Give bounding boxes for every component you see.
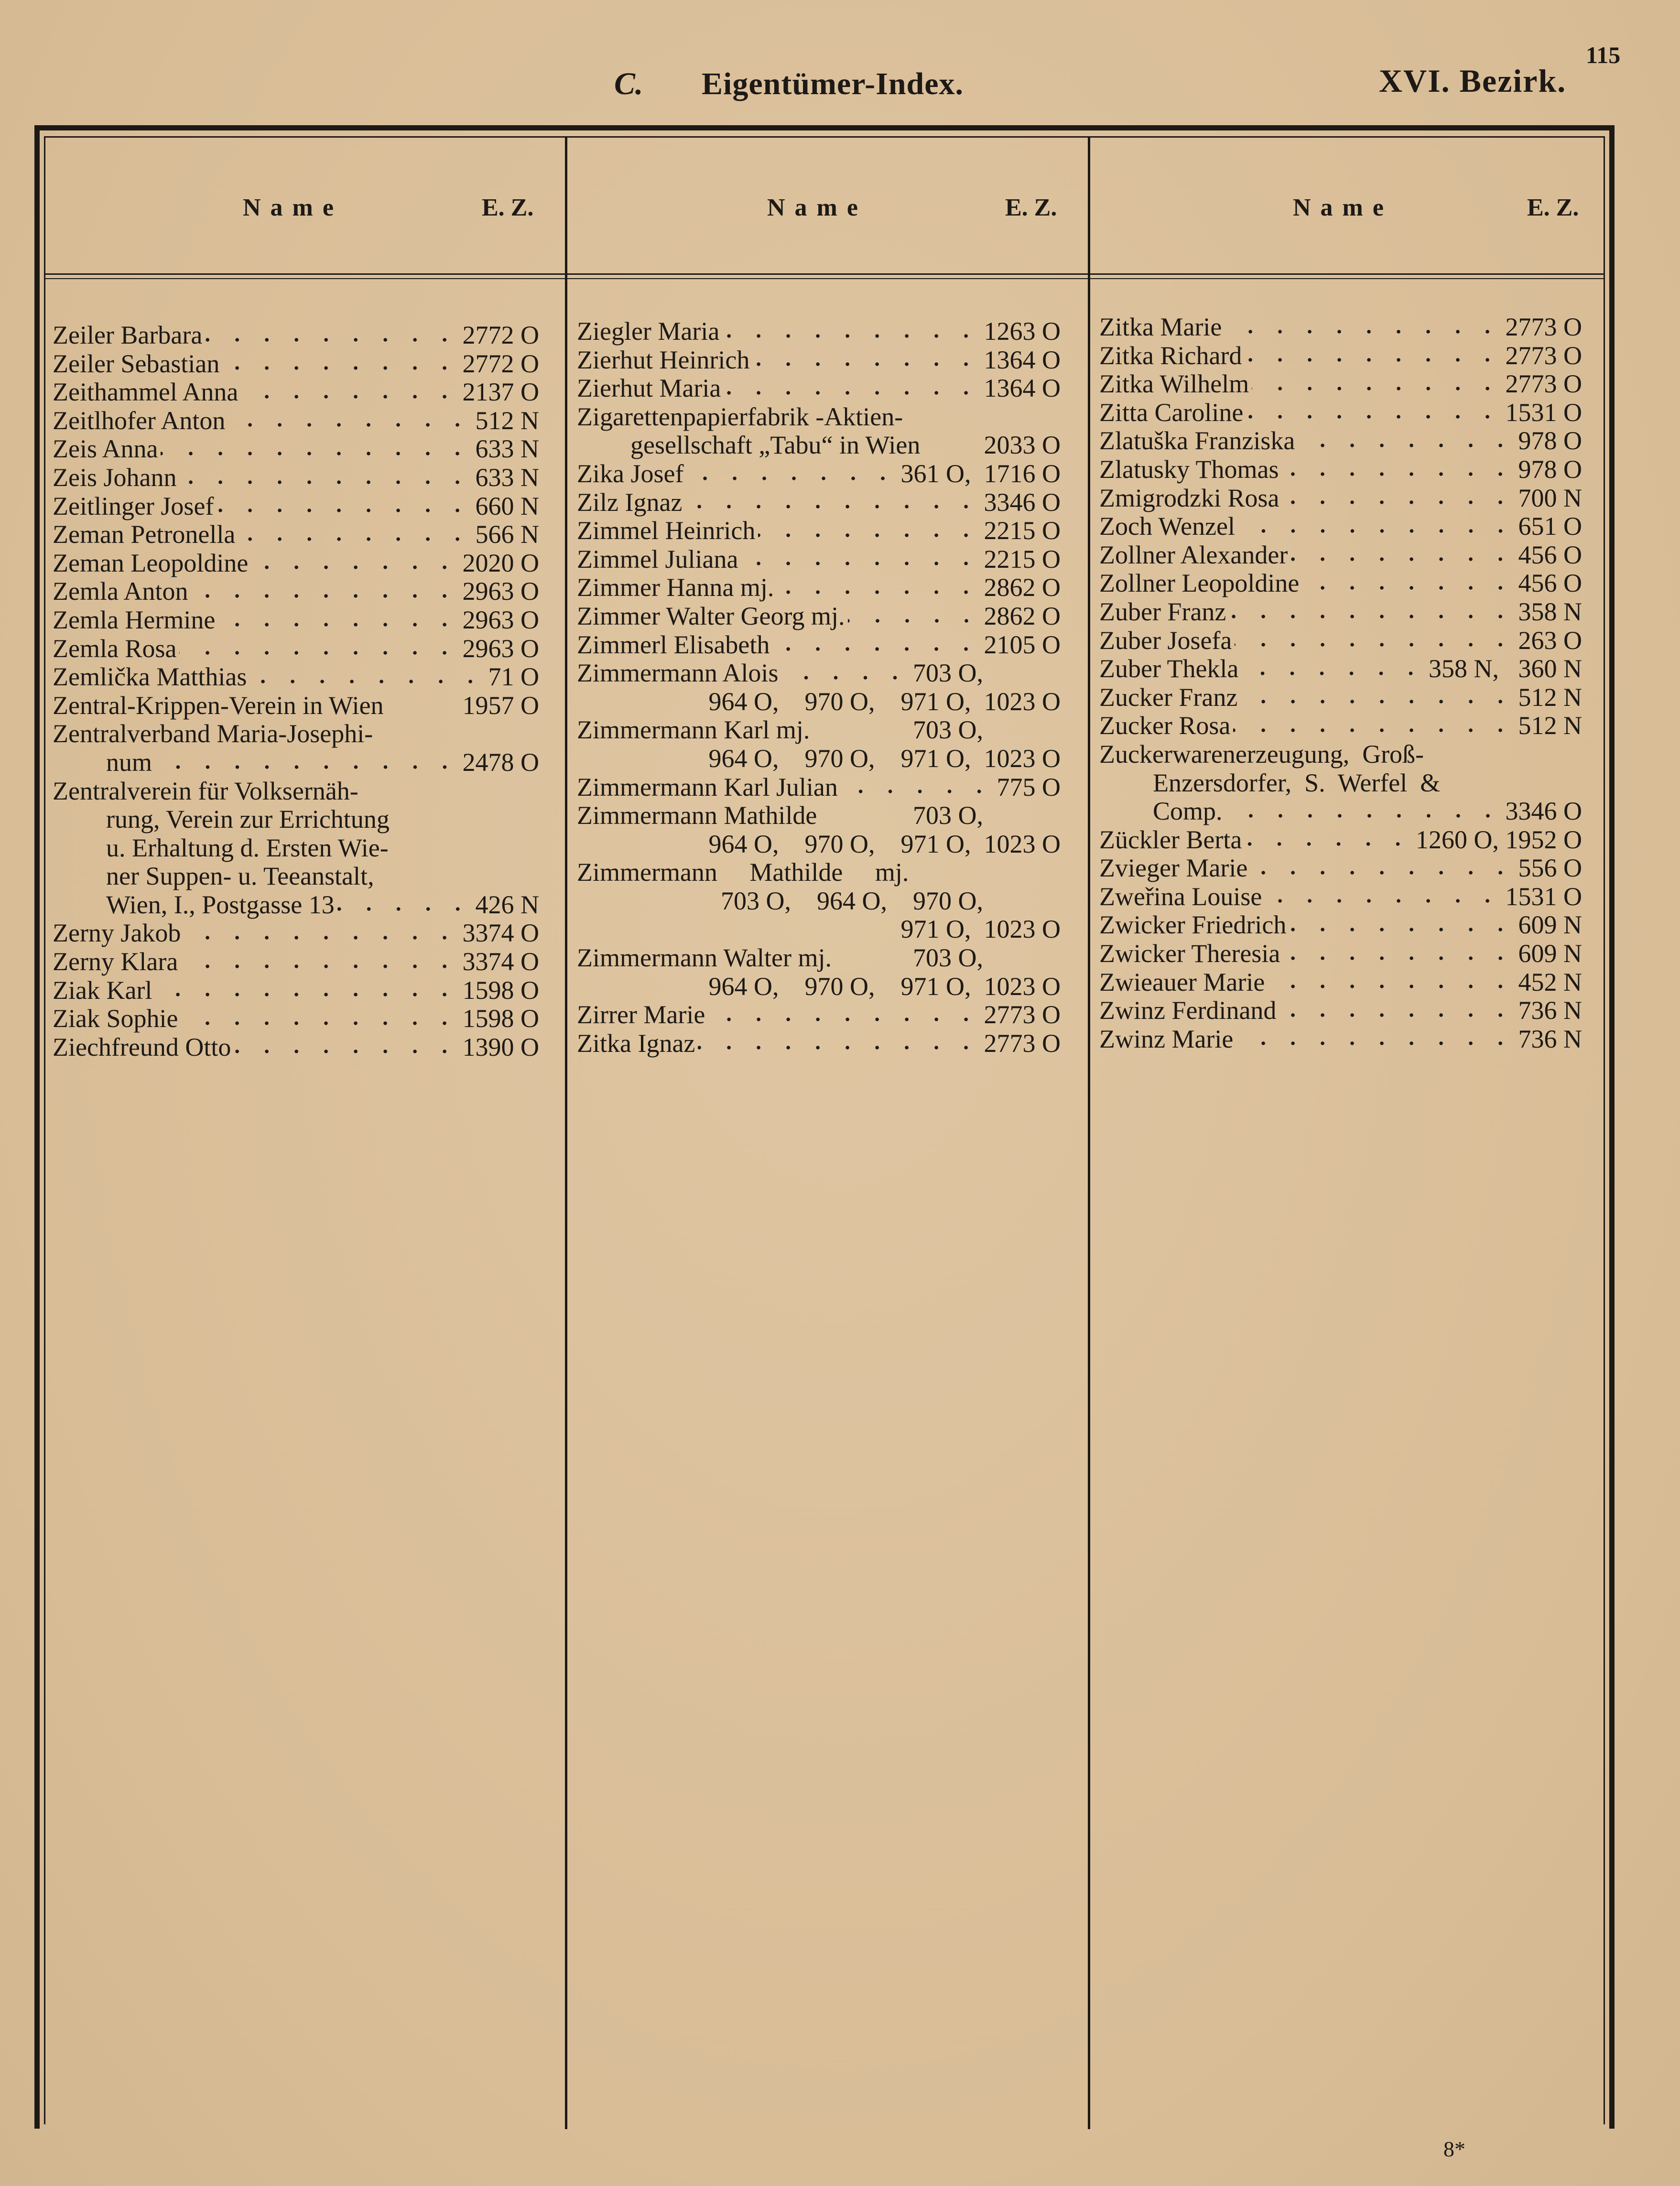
index-entry-line — [53, 350, 539, 379]
ez-number: 703 O, — [913, 715, 1061, 745]
index-entry-line — [53, 492, 539, 521]
ez-number: 3346 O — [1505, 797, 1582, 826]
header-divider — [44, 273, 1605, 275]
ez-number: 609 N — [1518, 939, 1582, 968]
owner-name: Zwicker Friedrich — [1099, 910, 1287, 940]
index-entry-line — [53, 976, 539, 1005]
index-entry-line — [1099, 996, 1582, 1025]
index-entry-line — [1099, 1025, 1582, 1054]
dot-leader — [1246, 414, 1502, 420]
index-entry-line — [577, 346, 1061, 375]
owner-name: Zigarettenpapierfabrik -Aktien- — [577, 402, 903, 431]
owner-name: Zemla Rosa — [53, 634, 177, 663]
index-entry-line — [53, 777, 539, 806]
index-entry-line — [53, 606, 539, 635]
ez-number: 1957 O — [462, 691, 539, 720]
ez-number: 1263 O — [984, 317, 1061, 346]
ez-number: 358 N — [1518, 597, 1582, 626]
ez-number: 775 O — [997, 772, 1061, 801]
owner-name: Zimmerl Elisabeth — [577, 630, 770, 659]
index-entry-line — [1099, 512, 1582, 541]
ez-number: 978 O — [1518, 426, 1582, 455]
ez-number: 703 O, — [913, 801, 1061, 830]
ez-number: 3346 O — [984, 487, 1061, 517]
owner-name: Zvieger Marie — [1099, 854, 1248, 883]
owner-name: Zwinz Marie — [1099, 1024, 1234, 1053]
owner-name: Wien, I., Postgasse 13 — [106, 890, 335, 919]
owner-name: Zucker Franz — [1099, 682, 1238, 712]
index-entry-line — [53, 919, 539, 948]
dot-leader — [1245, 841, 1413, 847]
ez-number: 361 O, 1716 O — [900, 459, 1061, 488]
dot-leader — [1282, 499, 1515, 505]
dot-leader — [848, 618, 981, 624]
ez-number: 2773 O — [1505, 369, 1582, 399]
owner-name: num — [106, 747, 152, 777]
dot-leader — [758, 532, 981, 538]
ez-number: 703 O, — [913, 943, 1061, 973]
dot-leader — [772, 646, 981, 652]
ez-number: 263 O — [1518, 626, 1582, 655]
dot-leader — [181, 963, 459, 969]
index-entry-line — [1099, 826, 1582, 855]
ez-number: 358 N, 360 N — [1429, 654, 1582, 683]
ez-number: 1598 O — [462, 975, 539, 1005]
owner-name: Zuckerwarenerzeugung, Groß- — [1099, 739, 1424, 768]
section-letter: C. — [614, 66, 643, 101]
owner-name: Zitta Caroline — [1099, 398, 1244, 427]
index-entry-line — [577, 460, 1061, 488]
index-column-3 — [1099, 313, 1582, 1053]
dot-leader — [722, 333, 981, 339]
ez-number: 736 N — [1518, 1024, 1582, 1053]
dot-leader — [179, 650, 459, 656]
ez-number: 2773 O — [1505, 313, 1582, 341]
ez-number: 2862 O — [984, 573, 1061, 602]
owner-name: Zerny Klara — [53, 947, 178, 976]
ez-number: 2215 O — [984, 516, 1061, 545]
index-entry-line — [53, 720, 539, 748]
ez-number: 2772 O — [462, 321, 539, 349]
index-entry-line — [53, 321, 539, 350]
dot-leader — [228, 422, 472, 428]
index-entry-line — [1099, 854, 1582, 883]
owner-name: Zuber Josefa — [1099, 626, 1232, 655]
owner-name: Zimmer Hanna mj. — [577, 573, 774, 602]
owner-name: Zimmermann Karl Julian — [577, 772, 838, 801]
dot-leader — [1268, 984, 1515, 989]
owner-name: Zimmermann Karl mj. — [577, 715, 810, 745]
dot-leader — [1298, 443, 1515, 448]
index-entry-line — [1099, 911, 1582, 940]
dot-leader — [698, 1045, 981, 1050]
dot-leader — [1250, 870, 1515, 876]
ez-number: 703 O, — [913, 659, 1061, 688]
ez-number: 964 O, 970 O, 971 O, 1023 O — [708, 972, 1061, 1001]
index-entry-line — [53, 748, 539, 777]
dot-leader — [238, 536, 472, 542]
owner-name: Zwicker Theresia — [1099, 939, 1280, 968]
ez-number: 2105 O — [984, 630, 1061, 659]
owner-name: Zlatuška Franziska — [1099, 426, 1295, 455]
ez-number: 556 O — [1518, 854, 1582, 883]
owner-name: Zerny Jakob — [53, 919, 181, 948]
dot-leader — [741, 561, 981, 566]
dot-leader — [841, 789, 994, 794]
index-entry-line — [577, 830, 1061, 859]
dot-leader — [184, 935, 459, 941]
dot-leader — [1265, 898, 1502, 904]
ez-number: 1390 O — [462, 1032, 539, 1061]
dot-leader — [781, 675, 910, 681]
ez-number: 2773 O — [984, 1028, 1061, 1058]
column-divider — [1088, 136, 1090, 2129]
owner-name: Ziegler Maria — [577, 317, 720, 346]
dot-leader — [179, 479, 472, 485]
owner-name: Zoch Wenzel — [1099, 512, 1236, 541]
dot-leader — [217, 508, 472, 513]
ez-number: 3374 O — [462, 919, 539, 948]
owner-name: Zirrer Marie — [577, 1000, 705, 1029]
ez-number: 512 N — [475, 406, 539, 435]
page-title: Eigentümer-Index. — [702, 66, 964, 101]
ez-number: 1364 O — [984, 345, 1061, 374]
owner-name: Zeman Petronella — [53, 520, 236, 549]
ez-number: 456 O — [1518, 540, 1582, 569]
index-entry-line — [577, 403, 1061, 432]
dot-leader — [234, 1049, 459, 1054]
ez-number: 1531 O — [1505, 398, 1582, 427]
index-entry-line — [577, 517, 1061, 545]
owner-name: Zierhut Heinrich — [577, 345, 750, 374]
dot-leader — [251, 564, 459, 570]
ez-number: 1260 O, 1952 O — [1416, 825, 1582, 854]
owner-name: Zeis Anna — [53, 434, 158, 464]
index-entry-line — [53, 948, 539, 976]
ez-number: 964 O, 970 O, 971 O, 1023 O — [708, 687, 1061, 716]
index-entry-line — [53, 520, 539, 549]
index-entry-line — [1099, 797, 1582, 826]
index-column-1 — [53, 321, 539, 1061]
dot-leader — [218, 622, 459, 628]
index-entry-line — [577, 1029, 1061, 1058]
index-entry-line — [577, 716, 1061, 745]
index-entry-line — [1099, 968, 1582, 997]
index-entry-line — [1099, 342, 1582, 370]
index-entry-line — [577, 1001, 1061, 1029]
column-header-ez: E. Z. — [1527, 194, 1579, 221]
dot-leader — [752, 361, 981, 367]
column-header-ez: E. Z. — [482, 194, 534, 221]
index-entry-line — [53, 663, 539, 692]
ez-number: 3374 O — [462, 947, 539, 976]
owner-name: Zeithammel Anna — [53, 378, 238, 407]
index-entry-line — [1099, 769, 1582, 798]
column-header-ez: E. Z. — [1005, 194, 1057, 221]
owner-name: Zentral-Krippen-Verein in Wien — [53, 691, 384, 720]
dot-leader — [708, 1017, 981, 1022]
dot-leader — [1233, 727, 1515, 733]
index-entry-line — [1099, 883, 1582, 911]
owner-name: Zeiler Barbara — [53, 321, 203, 349]
owner-name: u. Erhaltung d. Ersten Wie- — [106, 833, 389, 862]
index-entry-line — [1099, 683, 1582, 712]
index-entry-line — [53, 435, 539, 464]
dot-leader — [155, 764, 459, 770]
index-entry-line — [577, 745, 1061, 773]
index-entry-line — [577, 431, 1061, 460]
dot-leader — [1241, 671, 1426, 676]
owner-name: Zilz Ignaz — [577, 487, 683, 517]
dot-leader — [1229, 614, 1515, 619]
owner-name: Zemlička Matthias — [53, 662, 247, 692]
dot-leader — [191, 593, 459, 599]
ez-number: 978 O — [1518, 455, 1582, 484]
ez-number: 512 N — [1518, 711, 1582, 740]
ez-number: 2773 O — [1505, 341, 1582, 370]
owner-name: Ziechfreund Otto — [53, 1032, 231, 1061]
index-entry-line — [1099, 940, 1582, 968]
dot-leader — [241, 394, 459, 400]
index-entry-line — [577, 317, 1061, 346]
dot-leader — [685, 504, 981, 509]
index-entry-line — [577, 973, 1061, 1001]
owner-name: Zlatusky Thomas — [1099, 455, 1279, 484]
owner-name: Zimmer Walter Georg mj. — [577, 601, 845, 630]
index-entry-line — [53, 635, 539, 663]
index-entry-line — [577, 858, 1061, 887]
index-entry-line — [577, 773, 1061, 802]
column-header-name: Name — [243, 194, 343, 221]
index-entry-line — [53, 891, 539, 920]
owner-name: Zweřina Louise — [1099, 882, 1262, 911]
owner-name: Zentralverein für Volksernäh- — [53, 776, 358, 805]
owner-name: Zmigrodzki Rosa — [1099, 483, 1279, 512]
index-entry-line — [577, 574, 1061, 602]
column-divider — [565, 136, 567, 2129]
owner-name: Zwieauer Marie — [1099, 967, 1265, 996]
index-entry-line — [577, 887, 1061, 916]
owner-name: Zeiler Sebastian — [53, 349, 220, 378]
ez-number: 71 O — [488, 662, 539, 692]
dot-leader — [222, 365, 459, 371]
index-entry-line — [53, 407, 539, 435]
index-entry-line — [53, 834, 539, 863]
index-entry-line — [577, 659, 1061, 688]
ez-number: 1531 O — [1505, 882, 1582, 911]
district-heading: XVI. Bezirk. — [1379, 63, 1567, 99]
dot-leader — [1240, 699, 1515, 704]
index-entry-line — [53, 549, 539, 578]
index-entry-line — [577, 801, 1061, 830]
index-entry-line — [1099, 455, 1582, 484]
dot-leader — [777, 589, 981, 595]
ez-number: 736 N — [1518, 996, 1582, 1025]
owner-name: Zimmel Juliana — [577, 544, 738, 574]
owner-name: Zeman Leopoldine — [53, 548, 249, 577]
owner-name: Ziak Sophie — [53, 1004, 178, 1033]
signature-mark: 8* — [1443, 2137, 1465, 2161]
ez-number: 2215 O — [984, 544, 1061, 574]
ez-number: 2478 O — [462, 747, 539, 777]
owner-name: Zuber Thekla — [1099, 654, 1239, 683]
ez-number: 971 O, 1023 O — [900, 915, 1061, 944]
owner-name: ner Suppen- u. Teeanstalt, — [106, 862, 374, 891]
owner-name: rung, Verein zur Errichtung — [106, 805, 390, 834]
ez-number: 2963 O — [462, 634, 539, 663]
owner-name: Zimmermann Mathilde mj. — [577, 858, 909, 887]
owner-name: gesellschaft „Tabu“ in Wien — [630, 431, 921, 460]
index-entry-line — [1099, 541, 1582, 570]
owner-name: Enzersdorfer, S. Werfel & — [1153, 768, 1441, 797]
ez-number: 2862 O — [984, 601, 1061, 630]
owner-name: Zemla Anton — [53, 577, 188, 606]
owner-name: Zimmermann Alois — [577, 659, 779, 688]
owner-name: Zückler Berta — [1099, 825, 1242, 854]
ez-number: 700 N — [1518, 483, 1582, 512]
ez-number: 426 N — [475, 890, 539, 919]
dot-leader — [205, 337, 459, 343]
ez-number: 633 N — [475, 434, 539, 464]
ez-number: 2772 O — [462, 349, 539, 378]
index-entry-line — [53, 378, 539, 407]
dot-leader — [1302, 585, 1515, 591]
owner-name: Zentralverband Maria-Josephi- — [53, 719, 373, 748]
index-entry-line — [53, 1033, 539, 1062]
dot-leader — [1238, 528, 1515, 534]
index-entry-line — [53, 464, 539, 492]
ez-number: 452 N — [1518, 967, 1582, 996]
dot-leader — [1252, 386, 1502, 391]
dot-leader — [686, 476, 898, 481]
index-entry-line — [1099, 569, 1582, 598]
owner-name: Ziak Karl — [53, 975, 152, 1005]
owner-name: Zemla Hermine — [53, 605, 216, 634]
dot-leader — [724, 390, 981, 396]
dot-leader — [161, 451, 472, 456]
dot-leader — [1225, 813, 1503, 819]
page-number: 115 — [1586, 42, 1621, 68]
column-header-name: Name — [767, 194, 867, 221]
index-entry-line — [53, 862, 539, 891]
index-entry-line — [1099, 627, 1582, 655]
index-entry-line — [577, 688, 1061, 716]
owner-name: Zitka Richard — [1099, 341, 1242, 370]
ez-number: 651 O — [1518, 512, 1582, 541]
dot-leader — [337, 906, 473, 912]
ez-number: 2773 O — [984, 1000, 1061, 1029]
dot-leader — [181, 1020, 459, 1026]
index-entry-line — [1099, 370, 1582, 399]
index-entry-line — [577, 374, 1061, 403]
ez-number: 2033 O — [984, 431, 1061, 460]
owner-name: Zeitlinger Josef — [53, 491, 214, 520]
owner-name: Zimmermann Mathilde — [577, 801, 817, 830]
index-column-2 — [577, 317, 1061, 1058]
dot-leader — [1281, 471, 1515, 477]
ez-number: 566 N — [475, 520, 539, 549]
index-entry-line — [1099, 313, 1582, 342]
ez-number: 2137 O — [462, 378, 539, 407]
index-entry-line — [577, 915, 1061, 944]
dot-leader — [1279, 1012, 1515, 1018]
index-entry-line — [1099, 598, 1582, 627]
ez-number: 660 N — [475, 491, 539, 520]
ez-number: 2963 O — [462, 577, 539, 606]
dot-leader — [249, 679, 485, 684]
owner-name: Zollner Leopoldine — [1099, 569, 1300, 598]
index-entry-line — [53, 692, 539, 720]
index-entry-line — [1099, 399, 1582, 427]
ez-number: 1364 O — [984, 374, 1061, 403]
index-entry-line — [1099, 655, 1582, 683]
index-entry-line — [53, 805, 539, 834]
owner-name: Zitka Marie — [1099, 313, 1222, 341]
owner-name: Zitka Wilhelm — [1099, 369, 1249, 399]
index-entry-line — [577, 631, 1061, 660]
index-entry-line — [577, 944, 1061, 973]
ez-number: 456 O — [1518, 569, 1582, 598]
ez-number: 512 N — [1518, 682, 1582, 712]
owner-name: Zimmermann Walter mj. — [577, 943, 832, 973]
index-entry-line — [1099, 484, 1582, 513]
ez-number: 609 N — [1518, 910, 1582, 940]
owner-name: Zeitlhofer Anton — [53, 406, 226, 435]
owner-name: Zwinz Ferdinand — [1099, 996, 1277, 1025]
index-entry-line — [1099, 712, 1582, 740]
dot-leader — [1245, 357, 1502, 363]
dot-leader — [1289, 927, 1515, 932]
owner-name: Zitka Ignaz — [577, 1028, 695, 1058]
index-entry-line — [53, 577, 539, 606]
dot-leader — [1290, 556, 1515, 562]
dot-leader — [1235, 642, 1515, 648]
ez-number: 2020 O — [462, 548, 539, 577]
header-divider-secondary — [44, 278, 1605, 279]
ez-number: 703 O, 964 O, 970 O, — [721, 886, 1061, 915]
owner-name: Zierhut Maria — [577, 374, 721, 403]
index-entry-line — [1099, 427, 1582, 455]
dot-leader — [1283, 955, 1515, 961]
owner-name: Comp. — [1153, 797, 1223, 826]
dot-leader — [1236, 1040, 1515, 1046]
ez-number: 633 N — [475, 463, 539, 492]
dot-leader — [1225, 329, 1502, 335]
ez-number: 2963 O — [462, 605, 539, 634]
owner-name: Zeis Johann — [53, 463, 177, 492]
owner-name: Zucker Rosa — [1099, 711, 1231, 740]
owner-name: Zimmel Heinrich — [577, 516, 756, 545]
ez-number: 964 O, 970 O, 971 O, 1023 O — [708, 829, 1061, 858]
index-entry-line — [577, 545, 1061, 574]
owner-name: Zollner Alexander — [1099, 540, 1288, 569]
index-entry-line — [53, 1005, 539, 1033]
dot-leader — [155, 992, 459, 997]
index-entry-line — [1099, 740, 1582, 769]
owner-name: Zika Josef — [577, 459, 684, 488]
column-header-name: Name — [1293, 194, 1393, 221]
ez-number: 964 O, 970 O, 971 O, 1023 O — [708, 744, 1061, 773]
owner-name: Zuber Franz — [1099, 597, 1226, 626]
ez-number: 1598 O — [462, 1004, 539, 1033]
index-entry-line — [577, 488, 1061, 517]
index-entry-line — [577, 602, 1061, 631]
